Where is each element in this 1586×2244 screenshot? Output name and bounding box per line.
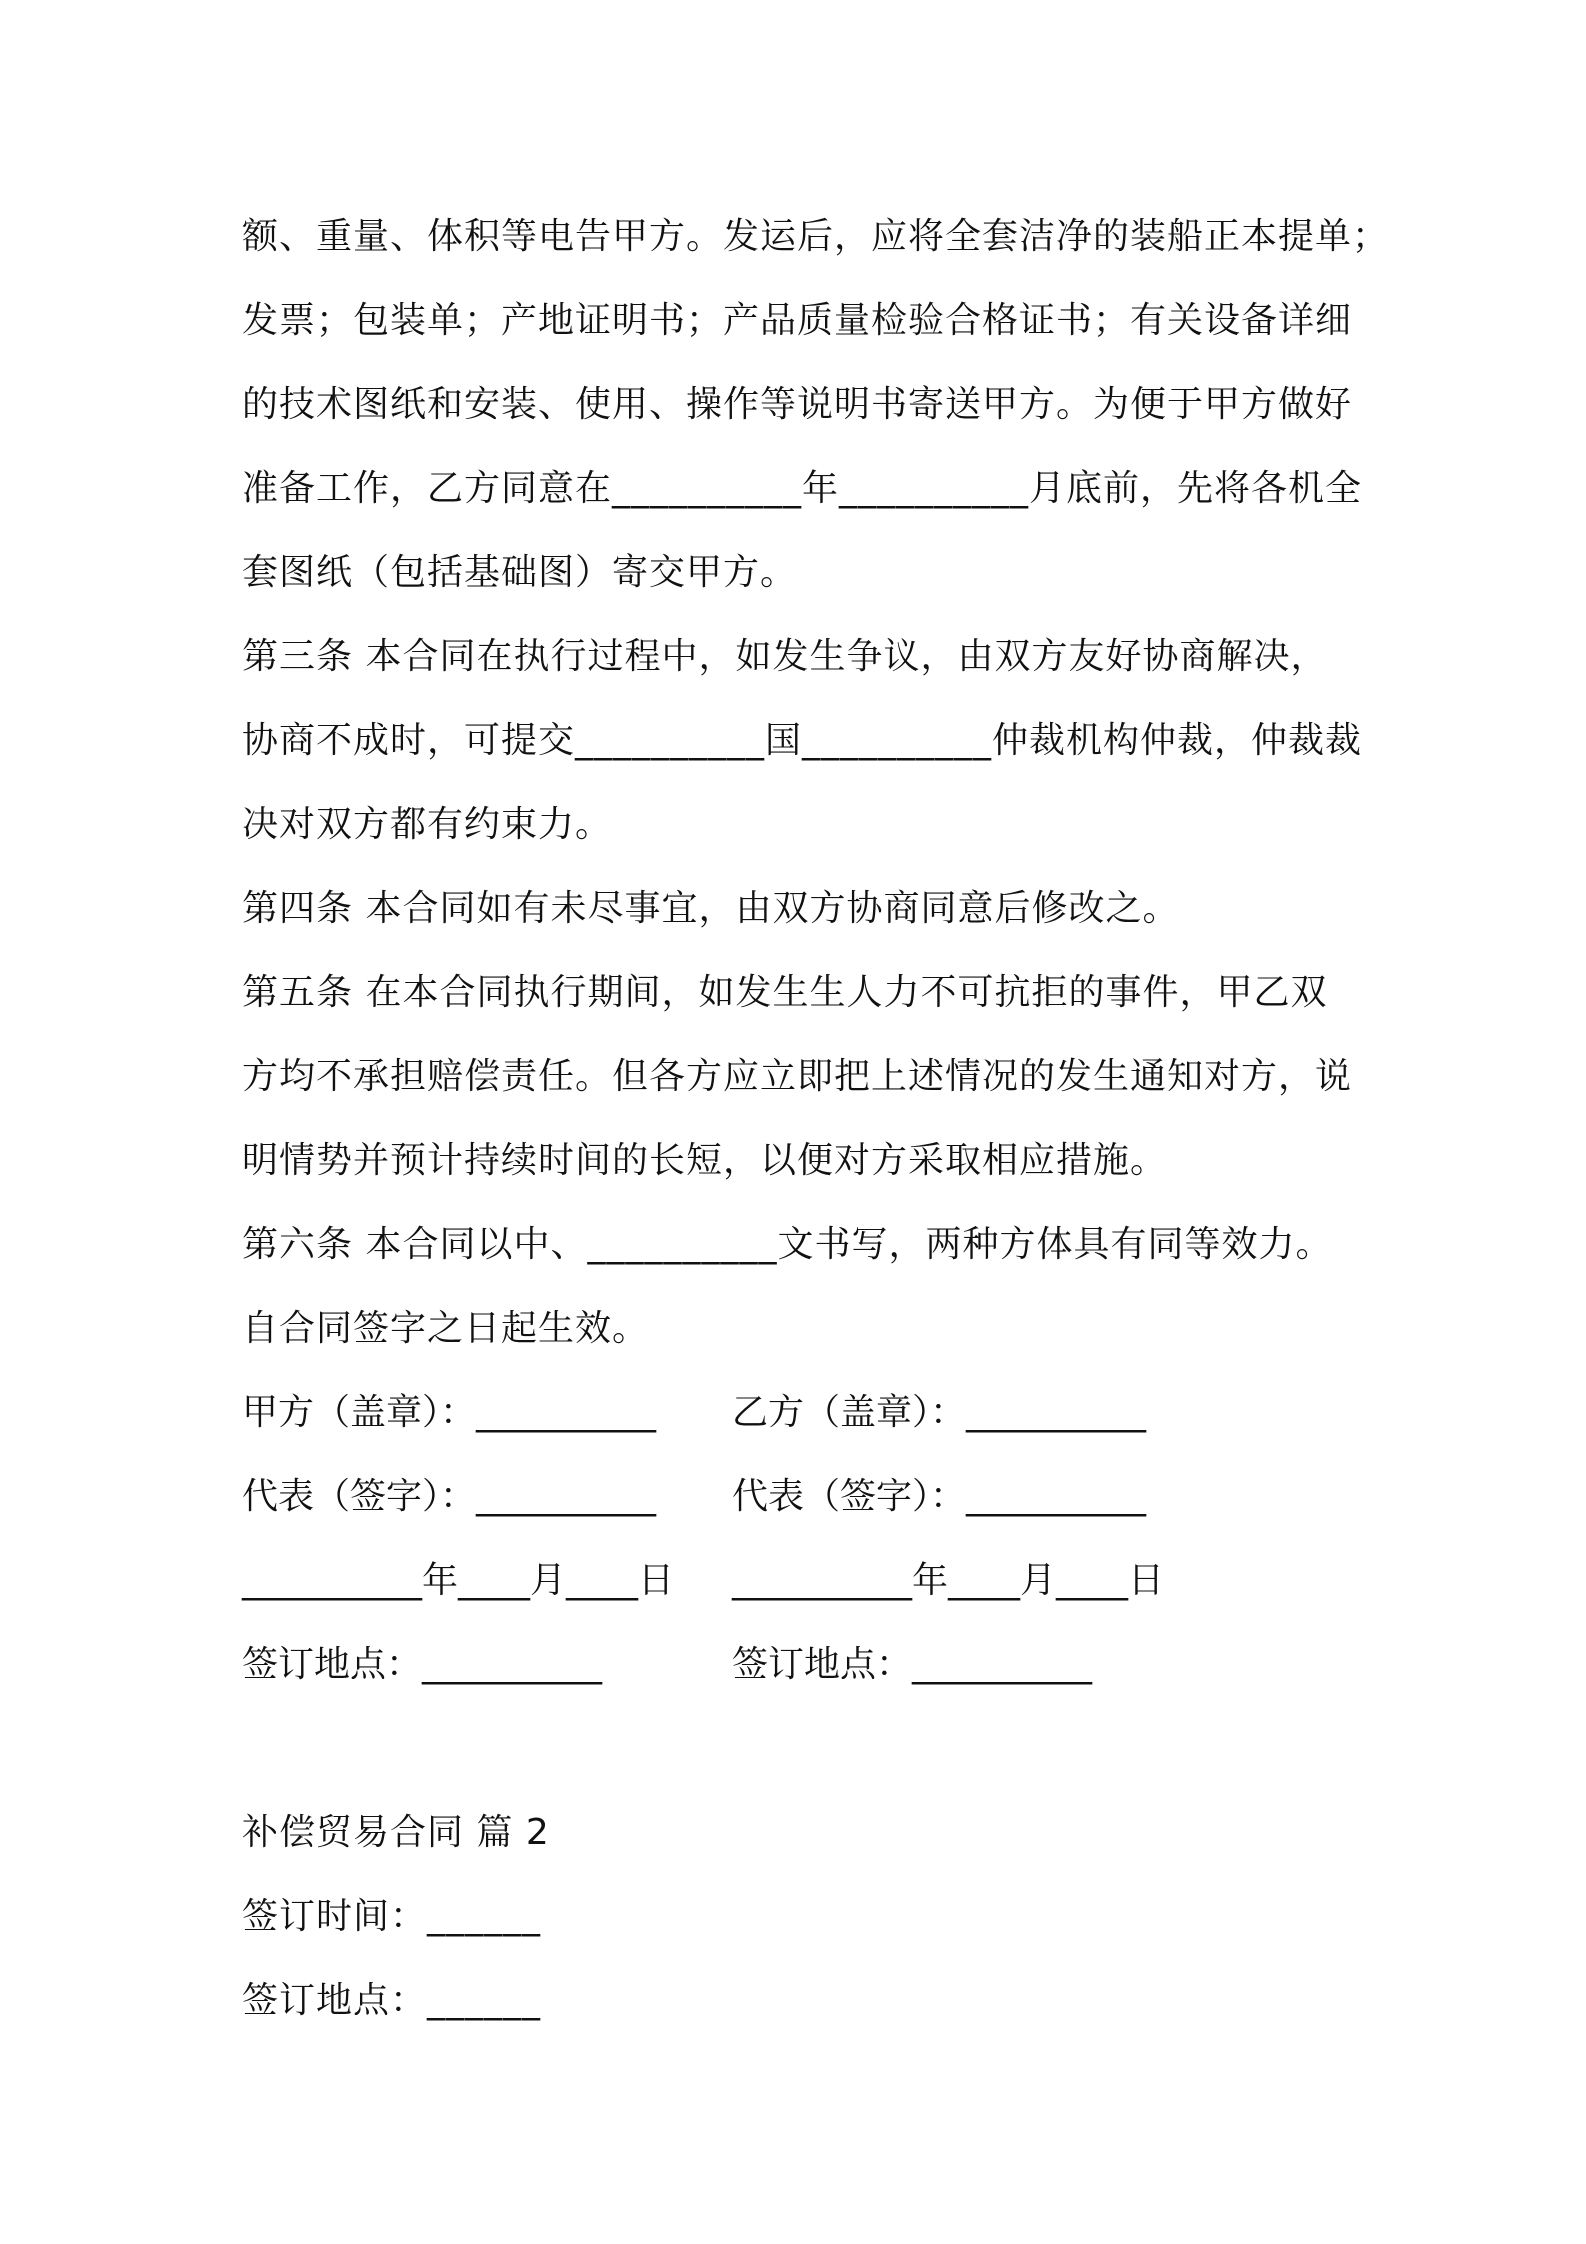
party-b-date: __________年____月____日	[732, 1560, 1164, 1601]
article-3-line: 第三条 本合同在执行过程中，如发生争议，由双方友好协商解决，	[242, 636, 1328, 677]
article-5-line: 第五条 在本合同执行期间，如发生生人力不可抗拒的事件，甲乙双	[242, 972, 1328, 1013]
article-6-line: 第六条 本合同以中、__________文书写，两种方体具有同等效力。	[242, 1224, 1333, 1265]
body-line: 明情势并预计持续时间的长短，以便对方采取相应措施。	[242, 1140, 1168, 1181]
body-line: 套图纸（包括基础图）寄交甲方。	[242, 552, 798, 593]
body-line: 协商不成时，可提交__________国__________仲裁机构仲裁，仲裁裁	[242, 720, 1363, 761]
section-gap	[242, 1707, 1362, 1791]
body-line: 决对双方都有约束力。	[242, 804, 613, 845]
party-a-date: __________年____月____日	[242, 1560, 674, 1601]
section-2-sign-time: 签订时间：______	[242, 1896, 542, 1937]
body-line: 方均不承担赔偿责任。但各方应立即把上述情况的发生通知对方，说	[242, 1056, 1353, 1097]
section-2-title: 补偿贸易合同 篇 2	[242, 1812, 550, 1853]
party-a-place: 签订地点：__________	[242, 1644, 603, 1685]
body-line: 发票；包装单；产地证明书；产品质量检验合格证书；有关设备详细	[242, 300, 1353, 341]
party-b-seal: 乙方（盖章）：__________	[732, 1392, 1147, 1433]
signature-date-row	[242, 1539, 1362, 1623]
section-2-sign-place: 签订地点：______	[242, 1980, 542, 2021]
party-a-seal: 甲方（盖章）：__________	[242, 1392, 657, 1433]
document-content	[242, 195, 1390, 2043]
signature-place-row	[242, 1623, 1362, 1707]
body-line: 额、重量、体积等电告甲方。发运后，应将全套洁净的装船正本提单；	[242, 216, 1390, 257]
party-a-representative: 代表（签字）：__________	[242, 1476, 657, 1517]
party-b-place: 签订地点：__________	[732, 1644, 1093, 1685]
body-line: 的技术图纸和安装、使用、操作等说明书寄送甲方。为便于甲方做好	[242, 384, 1353, 425]
article-4-line: 第四条 本合同如有未尽事宜，由双方协商同意后修改之。	[242, 888, 1180, 929]
body-line: 自合同签字之日起生效。	[242, 1308, 650, 1349]
signature-seal-row	[242, 1371, 1362, 1455]
body-line: 准备工作，乙方同意在__________年__________月底前，先将各机全	[242, 468, 1363, 509]
party-b-representative: 代表（签字）：__________	[732, 1476, 1147, 1517]
signature-rep-row	[242, 1455, 1362, 1539]
